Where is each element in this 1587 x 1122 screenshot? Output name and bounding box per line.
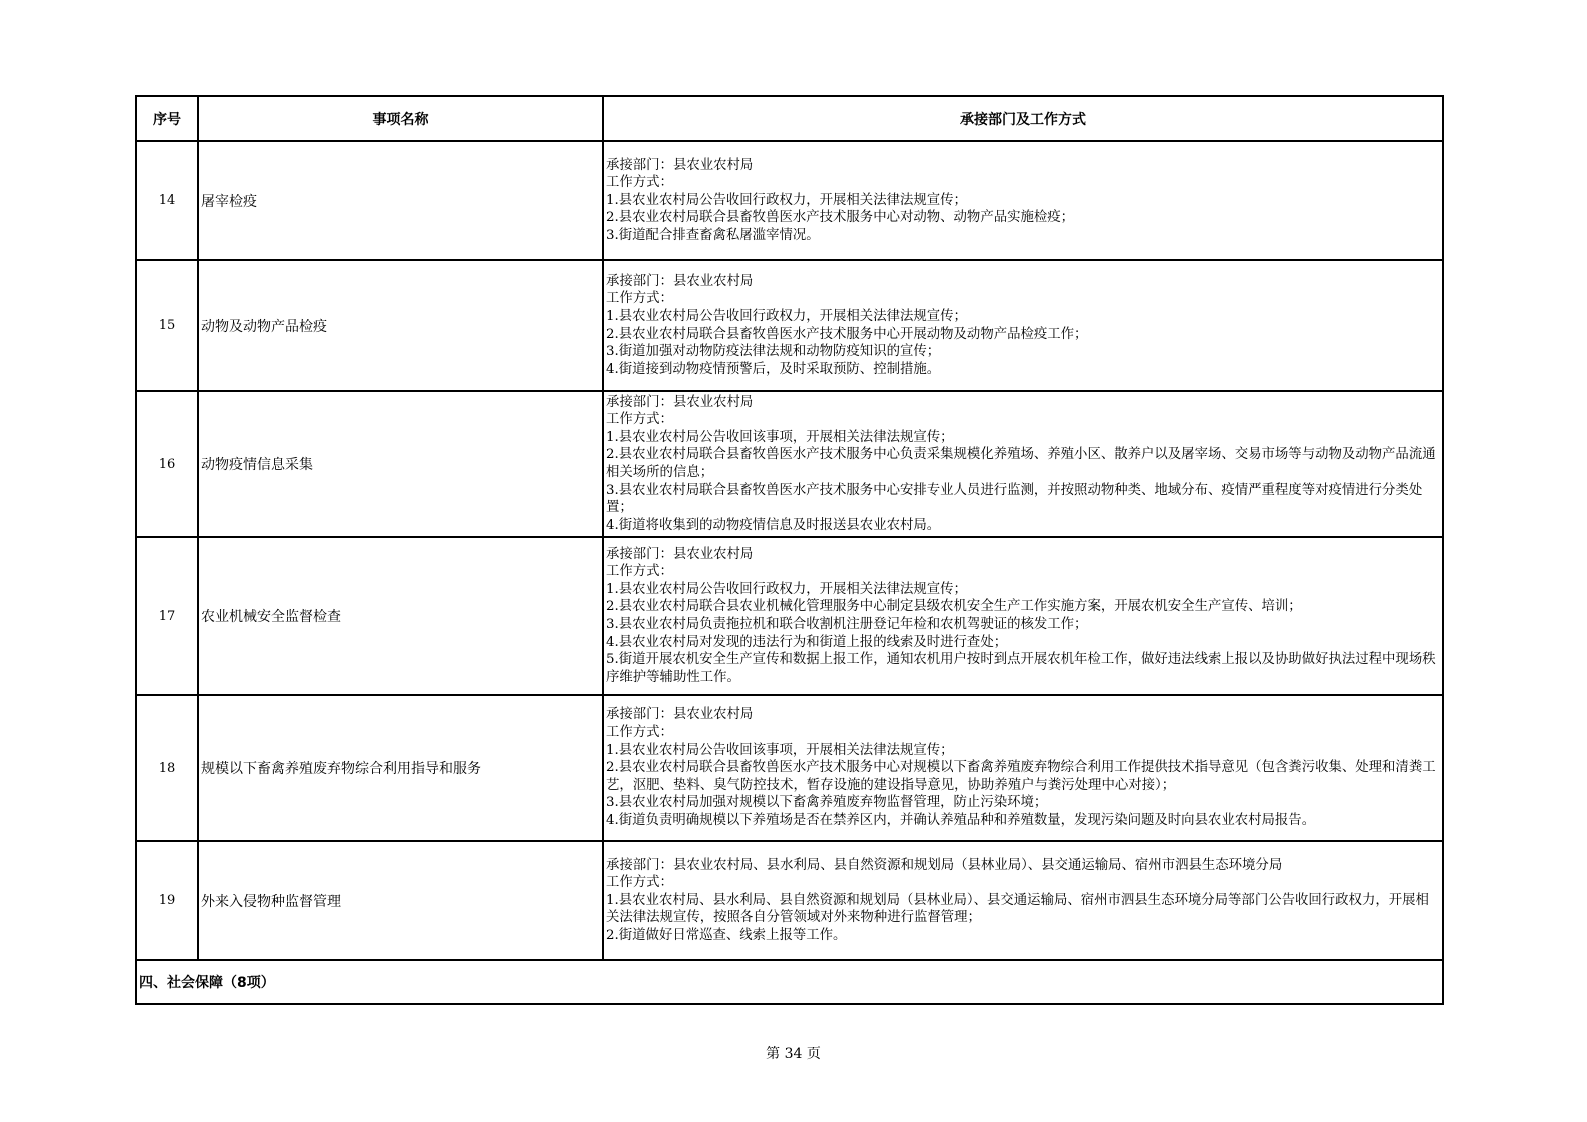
detail-line: 1.县农业农村局公告收回行政权力，开展相关法律法规宣传； xyxy=(606,581,967,597)
detail-line: 承接部门：县农业农村局 xyxy=(606,394,754,410)
detail-line: 5.街道开展农机安全生产宣传和数据上报工作，通知农机用户按时到点开展农机年检工作，做好违法线索上报以及协助做好执法过程中现场秩序维护等辅助性工作。 xyxy=(606,652,1436,685)
detail-line: 承接部门：县农业农村局 xyxy=(606,157,754,173)
detail-line: 承接部门：县农业农村局 xyxy=(606,707,754,723)
table-row xyxy=(136,141,1443,260)
detail-line: 承接部门：县农业农村局、县水利局、县自然资源和规划局（县林业局）、县交通运输局、宿州市泗县生态环境分局 xyxy=(606,857,1283,873)
item-name: 动物疫情信息采集 xyxy=(198,391,603,537)
detail-line: 3.街道配合排查畜禽私屠滥宰情况。 xyxy=(606,227,820,243)
detail-cell xyxy=(603,141,1443,260)
detail-line: 1.县农业农村局公告收回该事项，开展相关法律法规宣传； xyxy=(606,429,954,445)
detail-line: 2.县农业农村局联合县畜牧兽医水产技术服务中心负责采集规模化养殖场、养殖小区、散养户以及屠宰场、交易市场等与动物及动物产品流通相关场所的信息； xyxy=(606,447,1436,480)
detail-line: 1.县农业农村局公告收回行政权力，开展相关法律法规宣传； xyxy=(606,308,967,324)
table-row xyxy=(136,260,1443,391)
detail-line: 承接部门：县农业农村局 xyxy=(606,273,754,289)
detail-line: 2.县农业农村局联合县畜牧兽医水产技术服务中心对规模以下畜禽养殖废弃物综合利用工作提供技术指导意见（包含粪污收集、处理和清粪工艺，沤肥、垫料、臭气防控技术，暂存设施的建设指导意见，协助养殖户与粪污处理中心对接）； xyxy=(606,760,1436,793)
table-row xyxy=(136,841,1443,960)
detail-line: 工作方式： xyxy=(606,725,673,741)
detail-line: 工作方式： xyxy=(606,564,673,580)
row-number: 15 xyxy=(136,260,198,391)
detail-line: 4.县农业农村局对发现的违法行为和街道上报的线索及时进行查处； xyxy=(606,634,1008,650)
detail-line: 4.街道将收集到的动物疫情信息及时报送县农业农村局。 xyxy=(606,517,941,533)
table-row xyxy=(136,537,1443,695)
item-name: 动物及动物产品检疫 xyxy=(198,260,603,391)
detail-line: 3.县农业农村局加强对规模以下畜禽养殖废弃物监督管理，防止污染环境； xyxy=(606,795,1048,811)
detail-cell xyxy=(603,260,1443,391)
detail-line: 3.县农业农村局负责拖拉机和联合收割机注册登记年检和农机驾驶证的核发工作； xyxy=(606,617,1088,632)
row-number: 14 xyxy=(136,141,198,260)
header-detail: 承接部门及工作方式 xyxy=(603,96,1443,141)
item-name: 屠宰检疫 xyxy=(198,141,603,260)
item-name: 外来入侵物种监督管理 xyxy=(198,841,603,960)
table-row xyxy=(136,391,1443,537)
detail-line: 4.街道负责明确规模以下养殖场是否在禁养区内，并确认养殖品种和养殖数量，发现污染问题及时向县农业农村局报告。 xyxy=(606,812,1316,828)
detail-line: 工作方式： xyxy=(606,175,673,191)
detail-cell xyxy=(603,391,1443,537)
detail-cell xyxy=(603,537,1443,695)
table-row xyxy=(136,695,1443,841)
detail-cell xyxy=(603,841,1443,960)
item-name: 规模以下畜禽养殖废弃物综合利用指导和服务 xyxy=(198,695,603,841)
header-no: 序号 xyxy=(136,96,198,141)
detail-line: 工作方式： xyxy=(606,875,673,891)
detail-line: 2.县农业农村局联合县畜牧兽医水产技术服务中心开展动物及动物产品检疫工作； xyxy=(606,326,1088,342)
detail-cell xyxy=(603,695,1443,841)
row-number: 18 xyxy=(136,695,198,841)
header-name: 事项名称 xyxy=(198,96,603,141)
detail-line: 3.县农业农村局联合县畜牧兽医水产技术服务中心安排专业人员进行监测，并按照动物种类、地域分布、疫情严重程度等对疫情进行分类处置； xyxy=(606,482,1423,516)
detail-line: 工作方式： xyxy=(606,291,673,307)
detail-line: 工作方式： xyxy=(606,412,673,428)
detail-line: 2.街道做好日常巡查、线索上报等工作。 xyxy=(606,927,847,943)
detail-line: 2.县农业农村局联合县农业机械化管理服务中心制定县级农机安全生产工作实施方案，开展农机安全生产宣传、培训； xyxy=(606,599,1302,615)
detail-line: 1.县农业农村局、县水利局、县自然资源和规划局（县林业局）、县交通运输局、宿州市泗县生态环境分局等部门公告收回行政权力，开展相关法律法规宣传，按照各自分管领域对外来物种进行监督管理； xyxy=(606,892,1429,926)
detail-line: 4.街道接到动物疫情预警后，及时采取预防、控制措施。 xyxy=(606,361,941,377)
row-number: 19 xyxy=(136,841,198,960)
section-title: 四、社会保障（8项） xyxy=(136,960,603,1004)
detail-line: 3.街道加强对动物防疫法律法规和动物防疫知识的宣传； xyxy=(606,344,941,360)
section-row xyxy=(136,960,1443,1004)
row-number: 17 xyxy=(136,537,198,695)
section-empty-cell xyxy=(603,960,1443,1004)
detail-line: 2.县农业农村局联合县畜牧兽医水产技术服务中心对动物、动物产品实施检疫； xyxy=(606,210,1075,226)
detail-line: 承接部门：县农业农村局 xyxy=(606,546,754,562)
table-header-row xyxy=(136,96,1443,141)
detail-line: 1.县农业农村局公告收回行政权力，开展相关法律法规宣传； xyxy=(606,192,967,208)
main-table xyxy=(135,95,1444,1005)
row-number: 16 xyxy=(136,391,198,537)
item-name: 农业机械安全监督检查 xyxy=(198,537,603,695)
detail-line: 1.县农业农村局公告收回该事项，开展相关法律法规宣传； xyxy=(606,742,954,758)
page-footer: 第 34 页 xyxy=(766,1046,821,1062)
